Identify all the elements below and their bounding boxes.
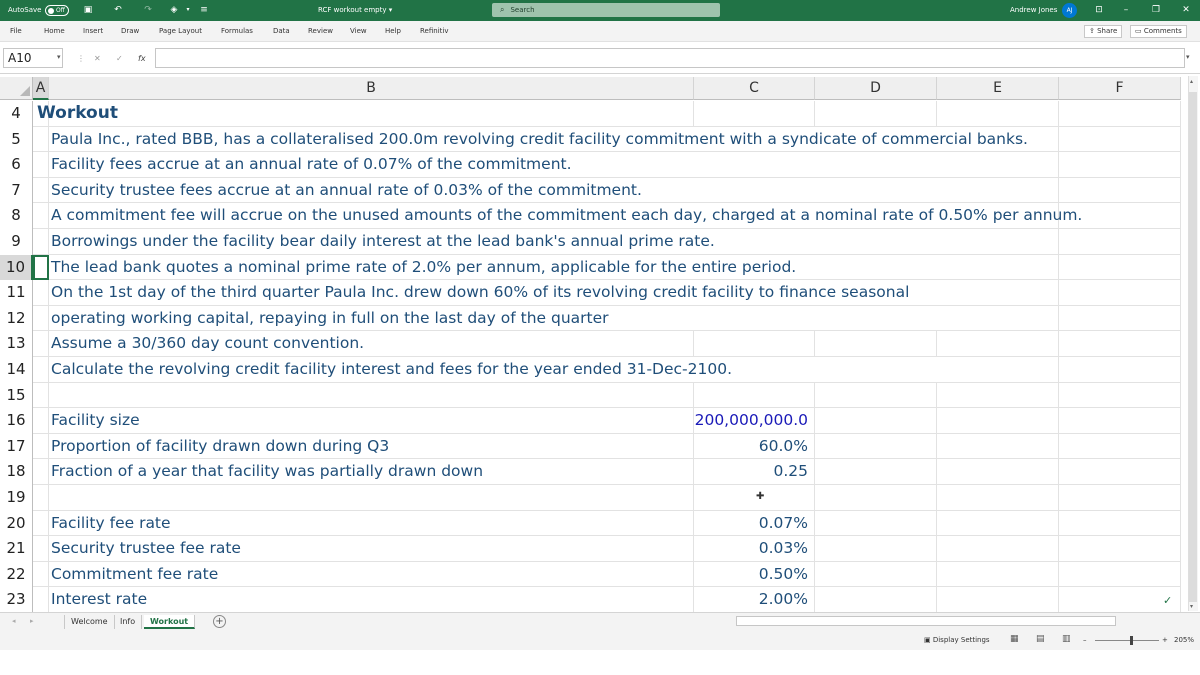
tab-file[interactable]: File <box>10 27 22 35</box>
tab-view[interactable]: View <box>350 27 367 35</box>
more-icon: ⋮ <box>77 54 85 63</box>
grid-cell[interactable] <box>1059 255 1181 281</box>
grid-cell[interactable] <box>937 255 1059 281</box>
row-header[interactable]: 21 <box>0 536 33 562</box>
row-header[interactable]: 8 <box>0 203 33 229</box>
taskbar-gap <box>0 650 1200 675</box>
row-header[interactable]: 15 <box>0 383 33 409</box>
scroll-up-icon[interactable]: ▴ <box>1190 78 1194 85</box>
selected-cell-a10[interactable] <box>33 255 49 280</box>
cell-text: Proportion of facility drawn down during Q3 <box>51 436 390 455</box>
grid-cell[interactable] <box>1059 536 1181 562</box>
autosave-toggle[interactable] <box>45 5 69 16</box>
row-header[interactable]: 9 <box>0 229 33 255</box>
grid-cell[interactable] <box>1059 127 1181 153</box>
tab-page-layout[interactable]: Page Layout <box>159 27 202 35</box>
add-sheet-button[interactable]: + <box>213 615 226 628</box>
cell-text: The lead bank quotes a nominal prime rate of 2.0% per annum, applicable for the entire period. <box>51 257 797 276</box>
grid-cell[interactable] <box>33 331 49 357</box>
comments-button[interactable]: ▭ Comments <box>1130 25 1187 38</box>
row-header[interactable]: 6 <box>0 152 33 178</box>
grid-cell[interactable] <box>694 331 815 357</box>
grid-cell[interactable] <box>937 408 1059 434</box>
grid-cell[interactable] <box>815 536 937 562</box>
prev-sheet-icon[interactable]: ◂ <box>12 617 16 625</box>
grid-cell[interactable] <box>937 587 1059 613</box>
grid-cell[interactable] <box>694 485 815 511</box>
grid-cell[interactable] <box>694 101 815 127</box>
column-header-c[interactable]: C <box>694 77 815 100</box>
document-title[interactable]: RCF workout empty ▾ <box>318 6 393 14</box>
search-placeholder: Search <box>510 6 535 14</box>
enter-icon[interactable]: ✓ <box>116 54 123 63</box>
grid-cell[interactable] <box>1059 459 1181 485</box>
grid-cell[interactable] <box>33 178 49 204</box>
grid-cell[interactable] <box>815 562 937 588</box>
grid-cell[interactable] <box>33 408 49 434</box>
grid-cell[interactable] <box>1059 331 1181 357</box>
row-header[interactable]: 19 <box>0 485 33 511</box>
cell-text: operating working capital, repaying in full on the last day of the quarter <box>51 308 609 327</box>
grid-cell[interactable] <box>49 485 694 511</box>
autosave-label: AutoSave <box>8 6 42 14</box>
grid-cell[interactable] <box>1059 152 1181 178</box>
column-header-a[interactable]: A <box>33 77 49 100</box>
cell-value: 2.00% <box>758 590 808 609</box>
grid-cell[interactable] <box>1059 229 1181 255</box>
zoom-in-button[interactable]: + <box>1162 636 1168 644</box>
cell-text: Fraction of a year that facility was partially drawn down <box>51 462 484 481</box>
undo-icon[interactable]: ↶ <box>114 5 122 15</box>
cell-text: Borrowings under the facility bear daily interest at the lead bank's annual prime rate. <box>51 232 715 250</box>
grid-cell[interactable] <box>1059 357 1181 383</box>
grid-cell[interactable] <box>815 459 937 485</box>
row-header[interactable]: 14 <box>0 357 33 383</box>
grid-cell[interactable] <box>937 511 1059 537</box>
grid-cell[interactable] <box>33 280 49 306</box>
grid-cell[interactable] <box>33 127 49 153</box>
grid-cell[interactable] <box>33 511 49 537</box>
avatar[interactable]: AJ <box>1062 3 1077 18</box>
grid-cell[interactable] <box>33 562 49 588</box>
cell-value: 60.0% <box>758 436 808 455</box>
grid-cell[interactable] <box>33 152 49 178</box>
row-header[interactable]: 13 <box>0 331 33 357</box>
grid-cell[interactable] <box>1059 383 1181 409</box>
close-icon[interactable]: ✕ <box>1182 5 1190 15</box>
cell-text: Facility size <box>51 411 140 430</box>
grid-cell[interactable] <box>1059 280 1181 306</box>
sheet-title: Workout <box>37 103 118 123</box>
grid-cell[interactable] <box>815 152 937 178</box>
horizontal-scrollbar[interactable] <box>736 616 1116 626</box>
grid-cell[interactable] <box>815 178 937 204</box>
row-header[interactable]: 18 <box>0 459 33 485</box>
minimize-icon[interactable]: – <box>1123 5 1129 15</box>
row-header[interactable]: 12 <box>0 306 33 332</box>
cell-text: Commitment fee rate <box>51 564 219 583</box>
cell-text: Assume a 30/360 day count convention. <box>51 334 365 353</box>
row-header[interactable]: 7 <box>0 178 33 204</box>
search-box[interactable] <box>492 3 720 17</box>
grid-cell[interactable] <box>1059 101 1181 127</box>
grid-cell[interactable] <box>937 178 1059 204</box>
check-icon: ✓ <box>1163 594 1173 607</box>
chevron-down-icon[interactable]: ▾ <box>57 53 61 61</box>
autosave-state: Off <box>56 7 65 14</box>
cell-text: On the 1st day of the third quarter Paula Inc. drew down 60% of its revolving credit facility to finance seasonal <box>51 283 910 302</box>
row-header[interactable]: 11 <box>0 280 33 306</box>
grid-cell[interactable] <box>694 178 815 204</box>
grid-cell[interactable] <box>937 459 1059 485</box>
normal-view-icon[interactable]: ▦ <box>1010 634 1019 644</box>
grid-cell[interactable] <box>33 587 49 613</box>
tab-formulas[interactable]: Formulas <box>221 27 253 35</box>
redo-icon[interactable]: ↷ <box>144 5 152 15</box>
row-header[interactable]: 10 <box>0 255 33 281</box>
grid-cell[interactable] <box>937 434 1059 460</box>
row-header[interactable]: 23 <box>0 587 33 613</box>
grid-cell[interactable] <box>694 306 815 332</box>
share-icon: ⇪ <box>1089 27 1098 35</box>
grid-cell[interactable] <box>49 101 694 127</box>
grid-cell[interactable] <box>815 357 937 383</box>
page-layout-view-icon[interactable]: ▤ <box>1036 634 1045 644</box>
ribbon-tabs <box>0 21 1200 42</box>
display-settings-icon: ▣ <box>924 636 933 644</box>
grid-cell[interactable] <box>1059 485 1181 511</box>
name-box[interactable]: A10 <box>3 48 63 68</box>
grid-cell[interactable] <box>815 229 937 255</box>
cell-text: Security trustee fee rate <box>51 539 241 558</box>
ribbon-display-icon[interactable]: ⊡ <box>1095 5 1103 15</box>
grid-cell[interactable] <box>33 536 49 562</box>
cell-value: 0.07% <box>758 513 808 532</box>
grid-cell[interactable] <box>33 306 49 332</box>
grid-cell[interactable] <box>937 485 1059 511</box>
cell-value: 0.50% <box>758 564 808 583</box>
cell-text: Facility fees accrue at an annual rate of 0.07% of the commitment. <box>51 155 572 174</box>
grid-cell[interactable] <box>33 459 49 485</box>
grid-cell[interactable] <box>1059 511 1181 537</box>
grid-cell[interactable] <box>1059 434 1181 460</box>
grid-cell[interactable] <box>815 255 937 281</box>
comment-icon: ▭ <box>1135 27 1144 35</box>
sheet-tab-workout[interactable]: Workout <box>144 615 195 629</box>
cell-text: Facility fee rate <box>51 513 171 532</box>
grid-cell[interactable] <box>937 383 1059 409</box>
grid-cell[interactable] <box>49 383 694 409</box>
zoom-level[interactable]: 205% <box>1174 636 1195 644</box>
grid-cell[interactable] <box>815 511 937 537</box>
tab-refinitiv[interactable]: Refinitiv <box>420 27 449 35</box>
grid-cell[interactable] <box>937 536 1059 562</box>
save-icon[interactable]: ▣ <box>83 5 93 15</box>
paint-bucket-icon[interactable]: ◈ <box>170 5 178 15</box>
formula-bar <box>0 42 1200 74</box>
grid-cell[interactable] <box>937 280 1059 306</box>
next-sheet-icon[interactable]: ▸ <box>30 617 34 625</box>
customize-toolbar-icon[interactable]: ≡ <box>200 5 208 15</box>
grid-cell[interactable] <box>815 587 937 613</box>
search-icon: ⌕ <box>500 5 505 14</box>
zoom-out-button[interactable]: – <box>1083 636 1087 644</box>
user-name[interactable]: Andrew Jones <box>1010 6 1058 14</box>
column-header-d[interactable]: D <box>815 77 937 100</box>
cancel-icon[interactable]: ✕ <box>94 54 101 63</box>
grid-cell[interactable] <box>33 229 49 255</box>
grid-cell[interactable] <box>937 101 1059 127</box>
grid-cell[interactable] <box>815 485 937 511</box>
select-all-icon <box>20 86 30 96</box>
grid-cell[interactable] <box>33 434 49 460</box>
grid-cell[interactable] <box>33 485 49 511</box>
grid-cell[interactable] <box>815 306 937 332</box>
tab-data[interactable]: Data <box>273 27 290 35</box>
share-button[interactable]: ⇪ Share <box>1084 25 1122 38</box>
row-header[interactable]: 5 <box>0 127 33 153</box>
grid-cell[interactable] <box>815 331 937 357</box>
grid-cell[interactable] <box>815 434 937 460</box>
grid-cell[interactable] <box>937 229 1059 255</box>
cell-text: A commitment fee will accrue on the unused amounts of the commitment each day, charged at a nominal rate of 0.50% per annum. <box>51 206 1083 225</box>
cell-value: 0.25 <box>773 462 808 481</box>
grid-cell[interactable] <box>49 408 694 434</box>
grid-cell[interactable] <box>33 383 49 409</box>
sheet-tab-welcome[interactable]: Welcome <box>64 615 115 629</box>
restore-icon[interactable]: ❐ <box>1151 5 1161 15</box>
zoom-slider-thumb[interactable] <box>1130 636 1133 645</box>
zoom-slider[interactable] <box>1095 640 1159 641</box>
column-header-b[interactable]: B <box>49 77 694 100</box>
grid-cell[interactable] <box>1059 306 1181 332</box>
tab-home[interactable]: Home <box>44 27 65 35</box>
cursor-icon: ✚ <box>756 491 765 502</box>
status-bar <box>0 630 1200 650</box>
cell-text: Paula Inc., rated BBB, has a collateralised 200.0m revolving credit facility commitment with a syndicate of commercial banks. <box>51 129 1028 148</box>
grid-cell[interactable] <box>815 101 937 127</box>
grid-cell[interactable] <box>937 562 1059 588</box>
column-header-e[interactable]: E <box>937 77 1059 100</box>
grid-cell[interactable] <box>937 331 1059 357</box>
grid-cell[interactable] <box>694 152 815 178</box>
row-header[interactable]: 16 <box>0 408 33 434</box>
grid-cell[interactable] <box>1059 408 1181 434</box>
tab-draw[interactable]: Draw <box>121 27 140 35</box>
dropdown-icon[interactable]: ▾ <box>186 6 190 13</box>
row-header[interactable]: 20 <box>0 511 33 537</box>
grid-cell[interactable] <box>33 357 49 383</box>
row-header[interactable]: 4 <box>0 101 33 127</box>
grid-cell[interactable] <box>1059 562 1181 588</box>
sheet-tab-info[interactable]: Info <box>114 615 142 629</box>
grid-cell[interactable] <box>937 357 1059 383</box>
cell-text: Calculate the revolving credit facility interest and fees for the year ended 31-Dec-2100. <box>51 360 732 378</box>
grid-cell[interactable] <box>1059 178 1181 204</box>
page-break-view-icon[interactable]: ▥ <box>1062 634 1071 644</box>
row-header[interactable]: 17 <box>0 434 33 460</box>
expand-formula-icon[interactable]: ▾ <box>1186 53 1190 61</box>
tab-help[interactable]: Help <box>385 27 401 35</box>
grid-cell[interactable] <box>815 408 937 434</box>
cell-value: 0.03% <box>758 539 808 558</box>
tab-insert[interactable]: Insert <box>83 27 104 35</box>
formula-input[interactable] <box>155 48 1185 68</box>
grid-cell[interactable] <box>815 383 937 409</box>
title-bar <box>0 0 1200 21</box>
row-header[interactable]: 22 <box>0 562 33 588</box>
scroll-down-icon[interactable]: ▾ <box>1190 603 1194 610</box>
cell-text: Interest rate <box>51 590 148 609</box>
tab-review[interactable]: Review <box>308 27 333 35</box>
grid-cell[interactable] <box>937 306 1059 332</box>
vertical-scrollbar-thumb[interactable] <box>1189 92 1197 602</box>
cell-value: 200,000,000.0 <box>694 411 808 430</box>
column-header-f[interactable]: F <box>1059 77 1181 100</box>
grid-cell[interactable] <box>33 203 49 229</box>
cell-text: Security trustee fees accrue at an annual rate of 0.03% of the commitment. <box>51 180 642 199</box>
display-settings-button[interactable]: ▣ Display Settings <box>924 636 990 644</box>
grid-cell[interactable] <box>694 383 815 409</box>
insert-function-icon[interactable]: fx <box>138 54 146 63</box>
grid-cell[interactable] <box>937 152 1059 178</box>
